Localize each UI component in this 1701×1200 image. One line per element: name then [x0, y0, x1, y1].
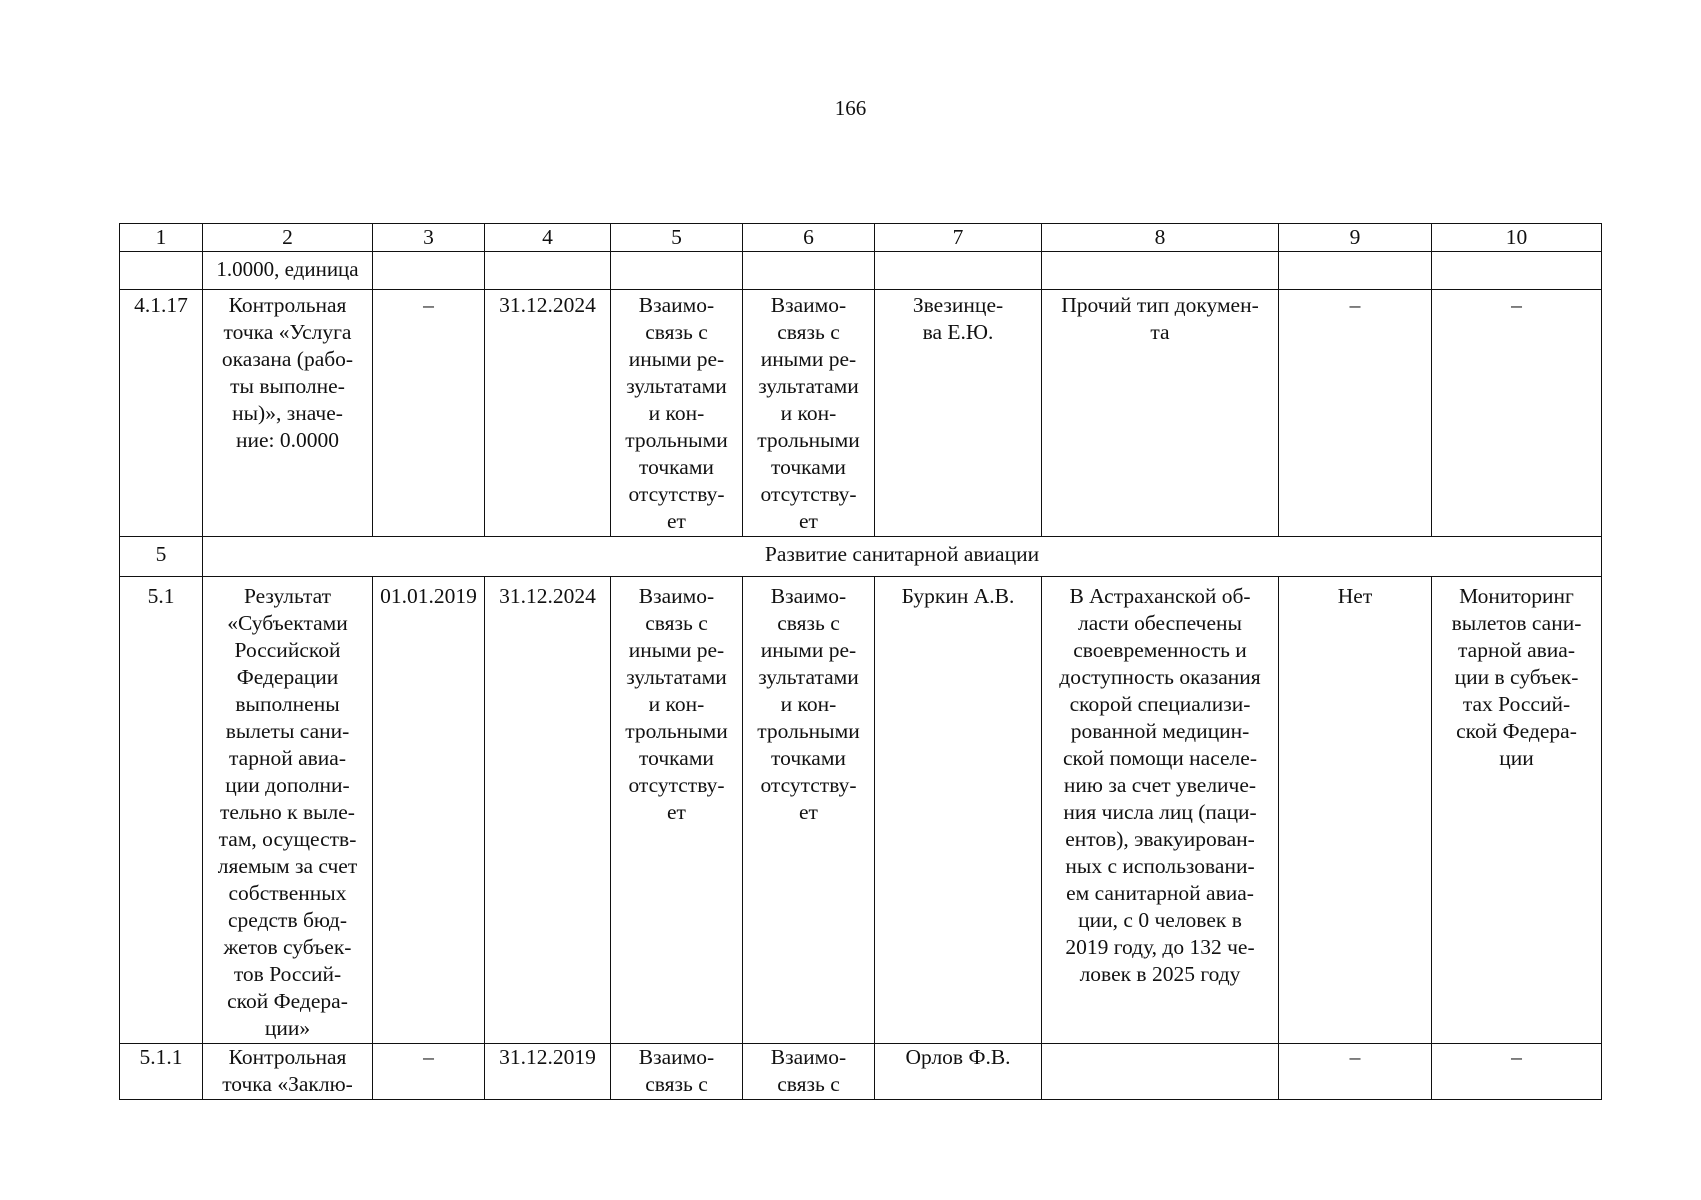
- row-responsible: Звезинце- ва Е.Ю.: [875, 290, 1042, 537]
- row-name: Контрольная точка «Услуга оказана (рабо- ты выполне- ны)», значе- ние: 0.0000: [203, 290, 373, 537]
- row-col6: Взаимо- связь с: [743, 1044, 875, 1100]
- row-col9: Нет: [1279, 577, 1432, 1044]
- section-title: Развитие санитарной авиации: [203, 537, 1602, 577]
- row-end-date: 31.12.2019: [485, 1044, 611, 1100]
- row-col6: [743, 252, 875, 290]
- row-col5: Взаимо- связь с иными ре- зультатами и кон- трольными точками отсутству- ет: [611, 290, 743, 537]
- row-start-date: 01.01.2019: [373, 577, 485, 1044]
- row-col5: Взаимо- связь с иными ре- зультатами и кон- трольными точками отсутству- ет: [611, 577, 743, 1044]
- header-cell: 9: [1279, 224, 1432, 252]
- row-col5: [611, 252, 743, 290]
- row-name: Контрольная точка «Заклю-: [203, 1044, 373, 1100]
- header-cell: 4: [485, 224, 611, 252]
- table-row: [120, 290, 1602, 537]
- table-row: [120, 252, 1602, 290]
- row-col9: [1279, 252, 1432, 290]
- row-number: 5.1: [120, 577, 203, 1044]
- row-end-date: [485, 252, 611, 290]
- row-col8: [1042, 1044, 1279, 1100]
- row-col10: Мониторинг вылетов сани- тарной авиа- ции в субъек- тах Россий- ской Федера- ции: [1432, 577, 1602, 1044]
- header-cell: 3: [373, 224, 485, 252]
- header-row: [120, 224, 1602, 252]
- row-name: Результат «Субъектами Российской Федерации выполнены вылеты сани- тарной авиа- ции дополни- тельно к выле- там, осуществ- ляемым за счет собственных средств бюд- жетов субъек- тов Россий- ской Федера- ции»: [203, 577, 373, 1044]
- header-cell: 7: [875, 224, 1042, 252]
- row-number: [120, 252, 203, 290]
- row-responsible: Орлов Ф.В.: [875, 1044, 1042, 1100]
- header-cell: 1: [120, 224, 203, 252]
- row-col8: В Астраханской об- ласти обеспечены своевременность и доступность оказания скорой специализи- рованной медицин- ской помощи населе- нию за счет увеличе- ния числа лиц (паци- ентов), эвакуирован- ных с использовани- ем санитарной авиа- ции, с 0 человек в 2019 году, до 132 че- ловек в 2025 году: [1042, 577, 1279, 1044]
- row-end-date: 31.12.2024: [485, 290, 611, 537]
- row-responsible: [875, 252, 1042, 290]
- section-number: 5: [120, 537, 203, 577]
- row-start-date: [373, 252, 485, 290]
- row-col10: –: [1432, 1044, 1602, 1100]
- page-number: 166: [834, 96, 867, 120]
- header-cell: 5: [611, 224, 743, 252]
- row-start-date: –: [373, 290, 485, 537]
- row-col5: Взаимо- связь с: [611, 1044, 743, 1100]
- header-cell: 10: [1432, 224, 1602, 252]
- row-end-date: 31.12.2024: [485, 577, 611, 1044]
- row-name: 1.0000, единица: [203, 252, 373, 290]
- header-cell: 2: [203, 224, 373, 252]
- plan-table: [119, 223, 1602, 1100]
- header-cell: 8: [1042, 224, 1279, 252]
- row-col8: Прочий тип докумен- та: [1042, 290, 1279, 537]
- table-row: [120, 1044, 1602, 1100]
- row-start-date: –: [373, 1044, 485, 1100]
- row-col8: [1042, 252, 1279, 290]
- header-cell: 6: [743, 224, 875, 252]
- row-number: 5.1.1: [120, 1044, 203, 1100]
- row-responsible: Буркин А.В.: [875, 577, 1042, 1044]
- row-col10: –: [1432, 290, 1602, 537]
- row-col9: –: [1279, 1044, 1432, 1100]
- row-number: 4.1.17: [120, 290, 203, 537]
- row-col6: Взаимо- связь с иными ре- зультатами и кон- трольными точками отсутству- ет: [743, 577, 875, 1044]
- row-col6: Взаимо- связь с иными ре- зультатами и кон- трольными точками отсутству- ет: [743, 290, 875, 537]
- row-col9: –: [1279, 290, 1432, 537]
- row-col10: [1432, 252, 1602, 290]
- table-row: [120, 577, 1602, 1044]
- section-row: [120, 537, 1602, 577]
